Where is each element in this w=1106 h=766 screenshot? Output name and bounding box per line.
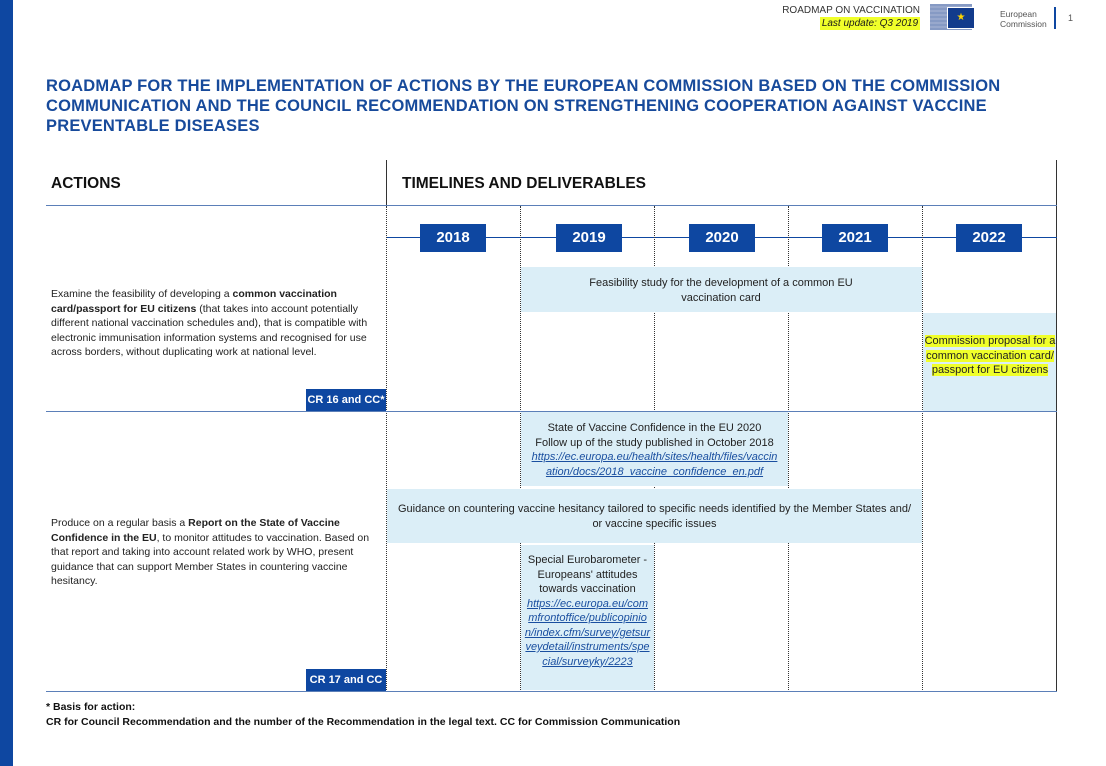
year-2018: 2018	[420, 224, 486, 252]
action-2-post: , to monitor attitudes to vaccination. Based on that report and taking into account related work by WHO, present guidance that can support Member States in countering vaccine hesitancy.	[51, 531, 370, 587]
year-2019: 2019	[556, 224, 622, 252]
commission-logo-text	[1000, 9, 1052, 29]
commission-proposal-text	[924, 334, 1056, 378]
last-update	[760, 18, 920, 29]
header-rule	[46, 205, 1057, 206]
action-2-bold: Report on the State of Vaccine Confidence in the EU	[51, 517, 340, 544]
year-2020: 2020	[689, 224, 755, 252]
action-text-1	[51, 287, 376, 360]
basis-badge-2: CR 17 and CC	[306, 669, 386, 691]
footnote-title: * Basis for action:	[46, 701, 136, 713]
eurobarometer-title: Special Eurobarometer - Europeans' attitudes towards vaccination	[527, 554, 648, 595]
col-header-timelines: TIMELINES AND DELIVERABLES	[402, 175, 646, 192]
last-update-text: Last update: Q3 2019	[821, 18, 918, 29]
table-right-border	[1056, 160, 1057, 692]
feasibility-study-text: Feasibility study for the development of a common EU vaccination card	[589, 277, 853, 304]
confidence-report-title: State of Vaccine Confidence in the EU 2020	[547, 422, 762, 434]
year-2021: 2021	[822, 224, 888, 252]
logo-divider	[1054, 7, 1056, 29]
document-title: ROADMAP ON VACCINATION	[782, 5, 920, 16]
logo-line-2: Commission	[1000, 19, 1047, 29]
confidence-report-subtitle: Follow up of the study published in October 2018	[535, 436, 774, 449]
action-1-pre: Examine the feasibility of developing a	[51, 288, 233, 300]
year-2022: 2022	[956, 224, 1022, 252]
left-accent-bar	[0, 0, 13, 766]
commission-proposal-highlight: Commission proposal for a common vaccination card/ passport for EU citizens	[924, 335, 1056, 376]
table-bottom-rule	[46, 691, 1057, 692]
page-title: ROADMAP FOR THE IMPLEMENTATION OF ACTIONS BY THE EUROPEAN COMMISSION BASED ON THE COMMISSION COMMUNICATION AND THE COUNCIL RECOMMENDATION ON STRENGTHENING COOPERATION AGAINST VACCINE PREVENTABLE DISEASES	[46, 77, 1001, 135]
eurobarometer-text	[524, 553, 651, 669]
header-divider	[386, 160, 387, 205]
footnote-text: CR for Council Recommendation and the number of the Recommendation in the legal text. CC for Commission Communication	[46, 716, 681, 728]
eurobarometer-link[interactable]: https://ec.europa.eu/commfrontoffice/publicopinion/index.cfm/survey/getsurveydetail/instruments/special/surveyky/2223	[524, 597, 651, 668]
action-2-pre: Produce on a regular basis a	[51, 517, 189, 529]
year-divider	[386, 206, 387, 692]
action-1-post: (that takes into account potentially different national vaccination schedules and), that is compatible with electronic immunisation information systems and recognised for use across borders, without duplicating work at national level.	[51, 302, 368, 358]
action-text-2	[51, 516, 376, 589]
eu-flag-icon: ★	[947, 7, 975, 29]
guidance-text: Guidance on countering vaccine hesitancy tailored to specific needs identified by the Member States and/ or vaccine specific issues	[397, 503, 912, 530]
confidence-report-text	[524, 421, 785, 479]
basis-badge-1: CR 16 and CC*	[306, 389, 386, 411]
page-number: 1	[1068, 13, 1074, 23]
col-header-actions: ACTIONS	[51, 175, 121, 192]
year-divider	[922, 206, 923, 692]
action-1-bold: common vaccination card/passport for EU citizens	[51, 288, 337, 315]
logo-line-1: European	[1000, 9, 1037, 19]
confidence-report-link[interactable]: https://ec.europa.eu/health/sites/health/files/vaccination/docs/2018_vaccine_confidence_en.pdf	[531, 451, 778, 478]
